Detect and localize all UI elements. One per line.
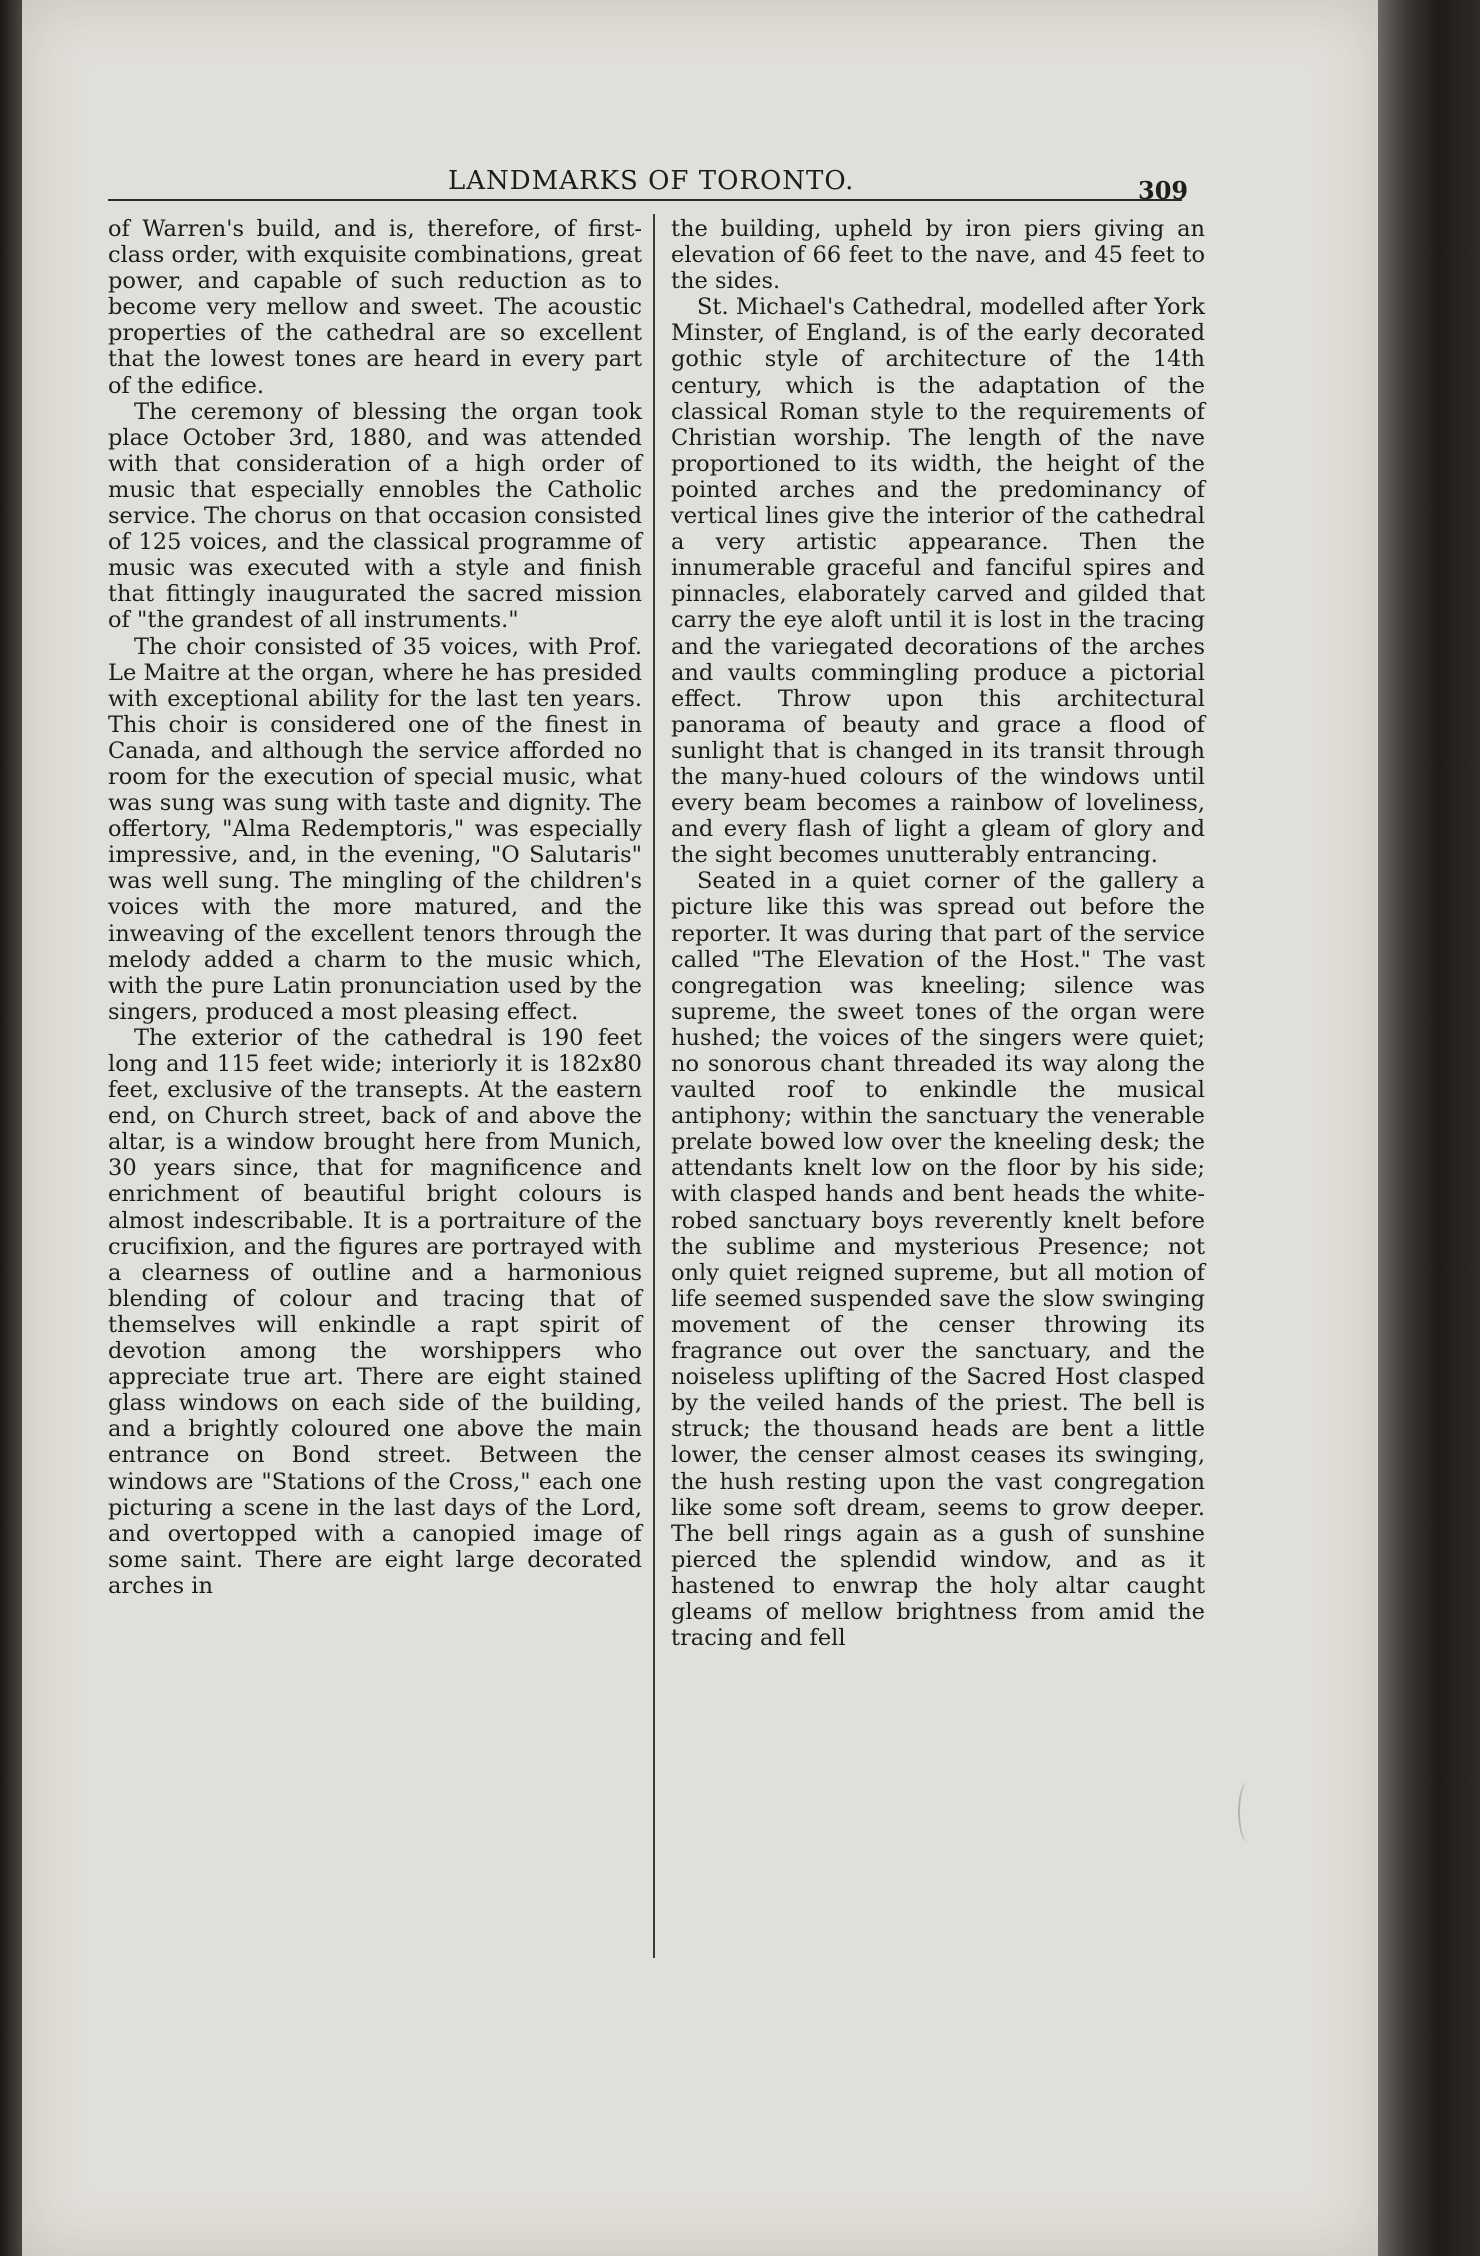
scan-left-edge (0, 0, 22, 2256)
paper-blemish (1238, 1782, 1258, 1842)
right-paragraph-3: Seated in a quiet corner of the gallery a picture like this was spread out before the reporter. It was during that part of the service called "The Elevation of the Host." The vast congregation was kneeling; silence was supreme, the sweet tones of the organ were hushed; the voices of the singers were quiet; no sonorous chant threaded its way along the vaulted roof to enkindle the musical antiphony; within the sanctuary the venerable prelate bowed low over the kneeling desk; the attendants knelt low on the floor by his side; with clasped hands and bent heads the white-robed sanctuary boys reverently knelt before the sublime and mysterious Presence; not only quiet reigned supreme, but all motion of life seemed suspended save the slow swinging movement of the censer throwing its fragrance out over the sanctuary, and the noiseless uplifting of the Sacred Host clasped by the veiled hands of the priest. The bell is struck; the thousand heads are bent a little lower, the censer almost ceases its swinging, the hush resting upon the vast congregation like some soft dream, seems to grow deeper. The bell rings again as a gush of sunshine pierced the splendid window, and as it hastened to enwrap the holy altar caught gleams of mellow brightness from amid the tracing and fell (671, 868, 1205, 1652)
left-column (108, 216, 642, 1599)
right-column (671, 216, 1205, 1651)
right-paragraph-1: the building, upheld by iron piers giving an elevation of 66 feet to the nave, and 45 feet to the sides. (671, 216, 1205, 295)
page-number: 309 (1138, 176, 1189, 205)
left-paragraph-2: The ceremony of blessing the organ took place October 3rd, 1880, and was attended with that consideration of a high order of music that especially ennobles the Catholic service. The chorus on that occasion consisted of 125 voices, and the classical programme of music was executed with a style and finish that fittingly inaugurated the sacred mission of "the grandest of all instruments." (108, 398, 642, 634)
column-divider (653, 214, 655, 1958)
right-paragraph-2: St. Michael's Cathedral, modelled after York Minster, of England, is of the early decorated gothic style of architecture of the 14th century, which is the adaptation of the classical Roman style to the requirements of Christian worship. The length of the nave proportioned to its width, the height of the pointed arches and the predominancy of vertical lines give the interior of the cathedral a very artistic appearance. Then the innumerable graceful and fanciful spires and pinnacles, elaborately carved and gilded that carry the eye aloft until it is lost in the tracing and the variegated decorations of the arches and vaults commingling produce a pictorial effect. Throw upon this architectural panorama of beauty and grace a flood of sunlight that is changed in its transit through the many-hued colours of the windows until every beam becomes a rainbow of loveliness, and every flash of light a gleam of glory and the sight becomes unutterably entrancing. (671, 294, 1205, 869)
running-head: LANDMARKS OF TORONTO. (448, 166, 855, 196)
left-paragraph-4: The exterior of the cathedral is 190 feet long and 115 feet wide; interiorly it is 182x80 feet, exclusive of the transepts. At the eastern end, on Church street, back of and above the altar, is a window brought here from Munich, 30 years since, that for magnificence and enrichment of beautiful bright colours is almost indescribable. It is a portraiture of the crucifixion, and the figures are portrayed with a clearness of outline and a harmonious blending of colour and tracing that of themselves will enkindle a rapt spirit of devotion among the worshippers who appreciate true art. There are eight stained glass windows on each side of the building, and a brightly coloured one above the main entrance on Bond street. Between the windows are "Stations of the Cross," each one picturing a scene in the last days of the Lord, and overtopped with a canopied image of some saint. There are eight large decorated arches in (108, 1024, 642, 1599)
header-rule (108, 199, 1182, 201)
left-paragraph-1: of Warren's build, and is, therefore, of first-class order, with exquisite combinations, great power, and capable of such reduction as to become very mellow and sweet. The acoustic properties of the cathedral are so excellent that the lowest tones are heard in every part of the edifice. (108, 216, 642, 399)
left-paragraph-3: The choir consisted of 35 voices, with Prof. Le Maitre at the organ, where he has presided with exceptional ability for the last ten years. This choir is considered one of the finest in Canada, and although the service afforded no room for the execution of special music, what was sung was sung with taste and dignity. The offertory, "Alma Redemptoris," was especially impressive, and, in the evening, "O Salutaris" was well sung. The mingling of the children's voices with the more matured, and the inweaving of the excellent tenors through the melody added a charm to the music which, with the pure Latin pronunciation used by the singers, produced a most pleasing effect. (108, 633, 642, 1025)
book-spine-edge (1378, 0, 1480, 2256)
